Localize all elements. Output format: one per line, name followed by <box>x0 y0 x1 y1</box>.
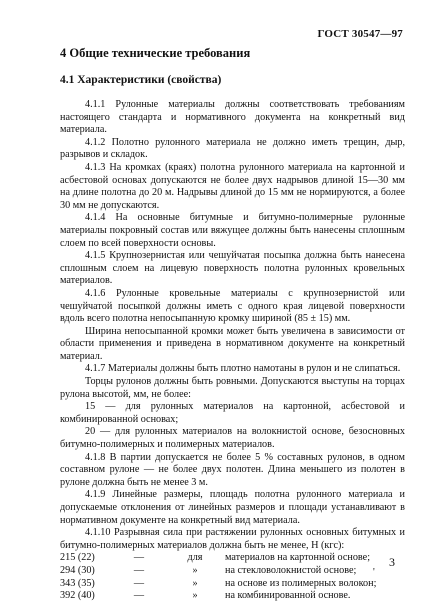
force-text: на стекловолокнистой основе; <box>225 564 357 576</box>
paragraph: 4.1.2 Полотно рулонного материала не должно иметь трещин, дыр, разрывов и складок. <box>60 136 405 161</box>
paragraph: Ширина непосыпанной кромки может быть увеличена в зависимости от области применения и приведена в нормативном документе на конкретный материал. <box>60 325 405 362</box>
force-text: материалов на картонной основе; <box>225 552 371 564</box>
force-row <box>60 565 405 578</box>
force-value: 343 (35) <box>60 577 95 589</box>
force-dash: — <box>133 577 145 589</box>
subsection-title: 4.1 Характеристики (свойства) <box>60 74 222 86</box>
force-value: 215 (22) <box>60 552 95 564</box>
paragraph: 20 — для рулонных материалов на волокнистой основе, безосновных битумно-полимерных и полимерных материалов. <box>60 426 405 451</box>
paragraph: 15 — для рулонных материалов на картонной, асбестовой и комбинированной основах; <box>60 401 405 425</box>
force-row <box>60 578 405 591</box>
document-body <box>60 99 405 603</box>
force-dash: — <box>133 564 145 576</box>
force-value: 392 (40) <box>60 590 95 602</box>
paragraph: Торцы рулонов должны быть ровными. Допускаются выступы на торцах рулона высотой, мм, не более: <box>60 376 405 400</box>
force-prep: » <box>192 564 198 576</box>
paragraph: 4.1.4 На основные битумные и битумно-полимерные рулонные материалы покровный состав или вяжущее должны быть нанесены сплошным слоем по всей поверхности основы. <box>60 212 405 249</box>
paragraph: 4.1.3 На кромках (краях) полотна рулонного материала на картонной и асбестовой основах допускаются не более двух надрывов длиной 15—30 мм на длине полотна до 20 м. Надрывы длиной до 15 мм не нормируются, а более 30 мм не допускаются. <box>60 161 405 211</box>
paragraph: 4.1.10 Разрывная сила при растяжении рулонных основных битумных и битумно-полимерных материалов должна быть не менее, Н (кгс): <box>60 527 405 551</box>
page-number: 3 <box>389 555 395 569</box>
paragraph: 4.1.5 Крупнозернистая или чешуйчатая посыпка должна быть нанесена сплошным слоем на лицевую поверхность полотна рулонных кровельных материалов. <box>60 250 405 287</box>
force-prep: » <box>192 577 198 589</box>
paragraph: 4.1.7 Материалы должны быть плотно намотаны в рулон и не слипаться. <box>85 363 401 375</box>
force-row <box>60 552 405 565</box>
force-row <box>60 590 405 603</box>
paragraph: 4.1.9 Линейные размеры, площадь полотна рулонного материала и допускаемые отклонения от линейных размеров и площади устанавливают в нормативном документе на конкретный вид материала. <box>60 489 405 526</box>
force-dash: — <box>133 590 145 602</box>
stray-mark: ' <box>373 567 375 578</box>
standard-header: ГОСТ 30547—97 <box>317 28 403 40</box>
force-value: 294 (30) <box>60 564 95 576</box>
paragraph: 4.1.8 В партии допускается не более 5 % составных рулонов, в одном составном рулоне — не более двух полотен. Длина меньшего из полотен в рулоне должна быть не менее 3 м. <box>60 451 405 488</box>
force-text: на комбинированной основе. <box>225 590 351 602</box>
paragraph: 4.1.6 Рулонные кровельные материалы с крупнозернистой или чешуйчатой посыпкой должны иметь с одного края лицевой поверхности вдоль всего полотна непосыпанную кромку шириной (85 ± 15) мм. <box>60 287 405 325</box>
force-prep: для <box>187 552 203 564</box>
section-title: 4 Общие технические требования <box>60 46 251 60</box>
force-text: на основе из полимерных волокон; <box>225 577 377 589</box>
force-prep: » <box>192 590 198 602</box>
force-dash: — <box>133 552 145 564</box>
paragraph: 4.1.1 Рулонные материалы должны соответствовать требованиям настоящего стандарта и нормативного документа на конкретный вид материала. <box>60 99 405 136</box>
